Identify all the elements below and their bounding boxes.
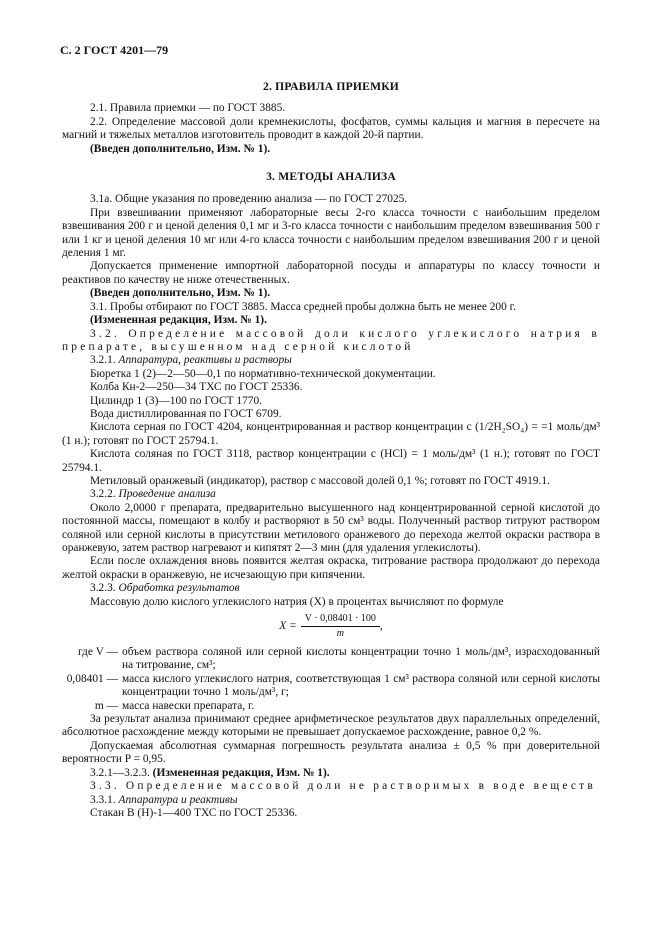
clause-title: Проведение анализа bbox=[118, 488, 216, 501]
paragraph-weighing: При взвешивании применяют лабораторные весы 2-го класса точности с наибольшим пределом взвешивания 200 г и ценой деления 0,1 мг и 3-го класса точности с наибольшим пределом взвешивания 500 г или 1 кг и ценой деления 10 мг или 4-го класса точности с наибольшим пределом взвешивания 200 г и ценой деления 1 мг. bbox=[62, 206, 600, 260]
paragraph-3-2-2 bbox=[62, 488, 600, 501]
item-hydrochloric-acid: Кислота соляная по ГОСТ 3118, раствор концентрации c (HCl) = 1 моль/дм³ (1 н.); готовят по ГОСТ 25794.1. bbox=[62, 448, 600, 474]
where-key: m — bbox=[94, 699, 118, 712]
paragraph-3-2-1 bbox=[62, 354, 600, 367]
amendment-text: (Измененная редакция, Изм. № 1). bbox=[152, 766, 330, 779]
formula-lhs: X = bbox=[279, 619, 297, 632]
paragraph-2-2: 2.2. Определение массовой доли кремнекислоты, фосфатов, суммы кальция и магния в пересчете на магний и тяжелых металлов изготовитель проводит в каждой 20-й партии. bbox=[62, 115, 600, 142]
where-desc: объем раствора соляной или серной кислоты концентрации точно 1 моль/дм³, израсходованный на титрование, см³; bbox=[122, 646, 600, 672]
where-key: 0,08401 — bbox=[66, 672, 118, 685]
paragraph-3-1: 3.1. Пробы отбирают по ГОСТ 3885. Масса средней пробы должна быть не менее 200 г. bbox=[90, 300, 516, 313]
section-2-title: 2. ПРАВИЛА ПРИЕМКИ bbox=[262, 80, 400, 93]
paragraph-3-1a: 3.1а. Общие указания по проведению анализа — по ГОСТ 27025. bbox=[90, 193, 408, 206]
amendment-note-3a: (Введен дополнительно, Изм. № 1). bbox=[90, 287, 271, 300]
formula-denominator: m bbox=[336, 628, 344, 640]
paragraph-procedure-cont: Если после охлаждения вновь появится желтая окраска, титрование раствора продолжают до перехода желтой окраски в оранжевую, не исчезающую при кипячении. bbox=[62, 555, 600, 581]
item-burette: Бюретка 1 (2)—2—50—0,1 по нормативно-технической документации. bbox=[90, 367, 436, 380]
formula-tail: , bbox=[379, 619, 383, 632]
where-desc: масса навески препарата, г. bbox=[122, 699, 255, 712]
item-beaker: Стакан В (Н)-1—400 ТХС по ГОСТ 25336. bbox=[90, 806, 298, 819]
paragraph-result: За результат анализа принимают среднее арифметическое результатов двух параллельных определений, абсолютное расхождение между которыми не превышает допускаемое расхождение, равное 0,2 %. bbox=[62, 713, 600, 739]
where-desc: масса кислого углекислого натрия, соответствующая 1 см³ раствора соляной или серной кислоты концентрации точно 1 моль/дм³, г; bbox=[122, 672, 600, 699]
paragraph-formula-intro: Массовую долю кислого углекислого натрия (X) в процентах вычисляют по формуле bbox=[90, 595, 504, 608]
where-item-m bbox=[62, 700, 600, 713]
formula-numerator: V · 0,08401 · 100 bbox=[301, 613, 380, 627]
where-item-v bbox=[62, 646, 600, 673]
formula bbox=[62, 613, 600, 640]
item-cylinder: Цилиндр 1 (3)—100 по ГОСТ 1770. bbox=[90, 394, 263, 407]
paragraph-2-1: 2.1. Правила приемки — по ГОСТ 3885. bbox=[90, 102, 286, 115]
sulfuric-acid-text-a: Кислота серная по ГОСТ 4204, концентрированная и раствор концентрации bbox=[90, 421, 464, 434]
item-water: Вода дистиллированная по ГОСТ 6709. bbox=[90, 407, 282, 420]
item-methyl-orange: Метиловый оранжевый (индикатор), раствор с массовой долей 0,1 %; готовят по ГОСТ 4919.1. bbox=[90, 474, 550, 487]
amendment-note-3-2 bbox=[62, 767, 600, 780]
paragraph-error: Допускаемая абсолютная суммарная погрешность результата анализа ± 0,5 % при доверительной вероятности P = 0,95. bbox=[62, 739, 600, 766]
paragraph-3-3-1 bbox=[62, 794, 600, 807]
amendment-note-3-1: (Измененная редакция, Изм. № 1). bbox=[90, 314, 267, 327]
item-flask: Колба Кн-2—250—34 ТХС по ГОСТ 25336. bbox=[90, 381, 303, 394]
where-item-coef bbox=[62, 673, 600, 700]
paragraph-imported-equipment: Допускается применение импортной лабораторной посуды и аппаратуры по классу точности и реактивов по качеству не ниже отечественных. bbox=[62, 260, 600, 286]
paragraph-3-3-heading: 3.3. Определение массовой доли не растворимых в воде веществ bbox=[90, 780, 596, 793]
clause-title: Обработка результатов bbox=[118, 582, 240, 595]
item-sulfuric-acid bbox=[62, 421, 600, 448]
document-body bbox=[62, 80, 600, 820]
clause-number: 3.2.1. bbox=[90, 354, 116, 367]
section-3-title: 3. МЕТОДЫ АНАЛИЗА bbox=[266, 170, 396, 184]
clause-number: 3.3.1. bbox=[90, 793, 116, 806]
paragraph-3-2-heading: 3.2. Определение массовой доли кислого углекислого натрия в препарате, высушенном над серной кислотой bbox=[62, 327, 600, 353]
amendment-note-2: (Введен дополнительно, Изм. № 1). bbox=[90, 142, 271, 155]
paragraph-procedure: Около 2,0000 г препарата, предварительно высушенного над концентрированной серной кислотой до постоянной массы, помещают в колбу и растворяют в 50 см³ воды. Полученный раствор титруют раствором соляной или серной кислоты в присутствии метилового оранжевого до перехода желтой окраски раствора в оранжевую, затем раствор нагревают и кипятят 2—3 мин (для удаления углекислоты). bbox=[62, 501, 600, 554]
clause-number: 3.2.3. bbox=[90, 582, 116, 595]
paragraph-3-2-3 bbox=[62, 582, 600, 595]
sulfuric-acid-text-b: c (1/2H₂SO₄) = =1 моль/дм³ (1 н.); готовят по ГОСТ 25794.1. bbox=[62, 421, 600, 447]
where-key: где V — bbox=[77, 646, 118, 659]
page-header: С. 2 ГОСТ 4201—79 bbox=[60, 43, 169, 57]
clause-number: 3.2.1—3.2.3. bbox=[90, 766, 150, 779]
clause-title: Аппаратура, реактивы и растворы bbox=[118, 354, 292, 367]
clause-number: 3.2.2. bbox=[90, 488, 116, 501]
formula-fraction bbox=[301, 613, 380, 640]
clause-title: Аппаратура и реактивы bbox=[118, 793, 238, 806]
